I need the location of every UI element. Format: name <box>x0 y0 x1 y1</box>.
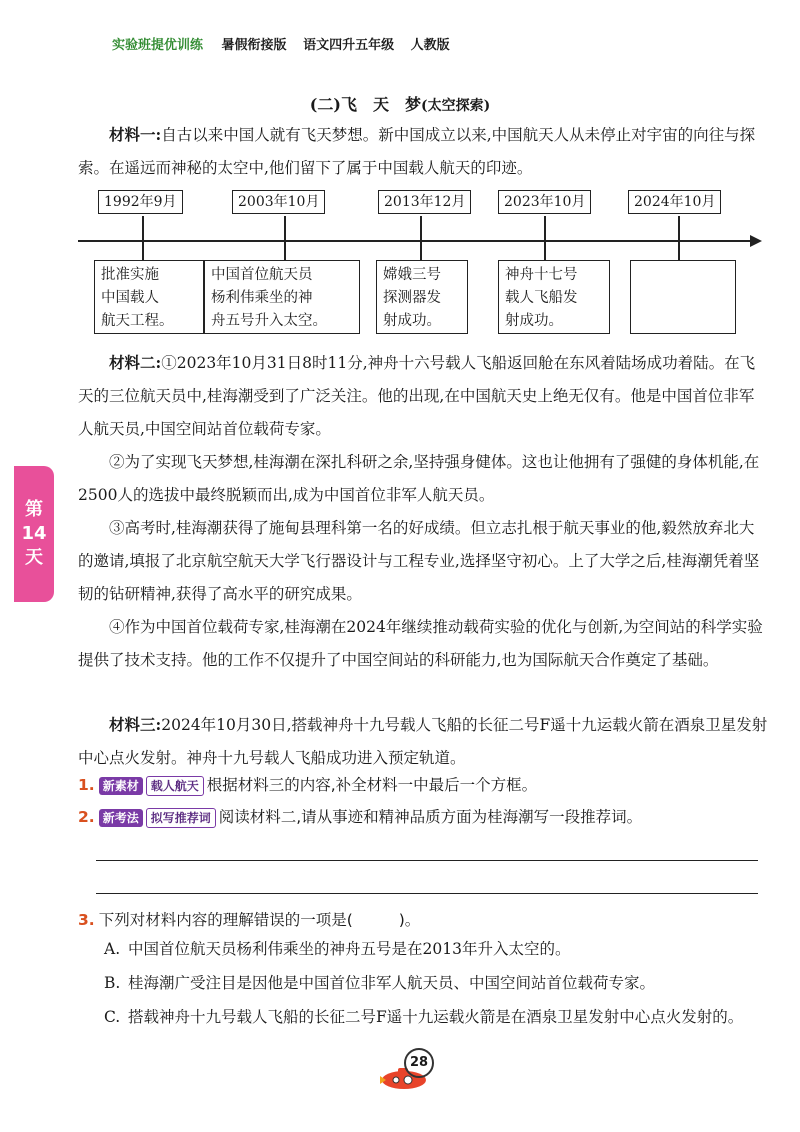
timeline-arrow-icon <box>750 235 762 247</box>
material-one-lead: 材料一: <box>109 125 162 144</box>
timeline-connector <box>142 216 144 260</box>
brand-label: 实验班提优训练 <box>112 38 204 53</box>
question-tag-new: 新素材 <box>99 777 143 795</box>
timeline-event: 嫦娥三号 探测器发 射成功。 <box>376 260 468 334</box>
material-three-text: 2024年10月30日,搭载神舟十九号载人飞船的长征二号F遥十九运载火箭在酒泉卫星发射中心点火发射。神舟十九号载人飞船成功进入预定轨道。 <box>78 716 768 767</box>
section-subtitle: (太空探索) <box>420 98 491 114</box>
question-tag-new: 新考法 <box>99 809 143 827</box>
question-number: 2. <box>78 808 95 826</box>
question-text: 根据材料三的内容,补全材料一中最后一个方框。 <box>206 776 538 794</box>
timeline-date: 2013年12月 <box>378 190 471 214</box>
option-text: 搭载神舟十九号载人飞船的长征二号F遥十九运载火箭是在酒泉卫星发射中心点火发射的。 <box>128 1008 744 1026</box>
question-tag-topic: 拟写推荐词 <box>146 808 216 828</box>
option-text: 中国首位航天员杨利伟乘坐的神舟五号是在2013年升入太空的。 <box>128 940 571 958</box>
question-number: 1. <box>78 776 95 794</box>
material-three <box>78 708 768 775</box>
option-label: A. <box>104 940 121 958</box>
option-text: 桂海潮广受注目是因他是中国首位非军人航天员、中国空间站首位载荷专家。 <box>128 974 656 992</box>
option-c[interactable] <box>104 1000 774 1034</box>
page-number: 28 <box>404 1048 434 1078</box>
material-two-p4: ④作为中国首位载荷专家,桂海潮在2024年继续推动载荷实验的优化与创新,为空间站的科学实验提供了技术支持。他的工作不仅提升了中国空间站的科研能力,也为国际航天合作奠定了基础。 <box>78 618 763 669</box>
question-3 <box>78 906 778 934</box>
question-1 <box>78 771 778 799</box>
timeline-event: 批准实施 中国载人 航天工程。 <box>94 260 204 334</box>
grade-label: 语文四升五年级 <box>303 38 395 53</box>
timeline-connector <box>544 216 546 260</box>
timeline-event: 中国首位航天员 杨利伟乘坐的神 舟五号升入太空。 <box>204 260 360 334</box>
side-tab-line2: 14 <box>21 523 47 544</box>
timeline-connector <box>284 216 286 260</box>
option-a[interactable] <box>104 932 774 966</box>
option-label: B. <box>104 974 121 992</box>
question-text: 下列对材料内容的理解错误的一项是( <box>98 911 353 929</box>
material-two-p2: ②为了实现飞天梦想,桂海潮在深扎科研之余,坚持强身健体。这也让他拥有了强健的身体机能,在2500人的选拔中最终脱颖而出,成为中国首位非军人航天员。 <box>78 453 760 504</box>
material-one <box>78 118 768 185</box>
timeline-event: 神舟十七号 载人飞船发 射成功。 <box>498 260 610 334</box>
timeline-axis <box>78 240 754 242</box>
timeline-date: 1992年9月 <box>98 190 183 214</box>
option-label: C. <box>104 1008 121 1026</box>
page-footer <box>370 1044 450 1104</box>
question-text: 阅读材料二,请从事迹和精神品质方面为桂海潮写一段推荐词。 <box>218 808 643 826</box>
timeline-connector <box>420 216 422 260</box>
material-two-p1: ①2023年10月31日8时11分,神舟十六号载人飞船返回舱在东风着陆场成功着陆。在飞天的三位航天员中,桂海潮受到了广泛关注。他的出现,在中国航天史上绝无仅有。他是中国首位非军人航天员,中国空间站首位载荷专家。 <box>78 354 756 438</box>
edition-label: 暑假衔接版 <box>221 38 287 53</box>
timeline-date: 2003年10月 <box>232 190 325 214</box>
section-title <box>0 92 800 115</box>
option-list <box>104 932 774 1034</box>
material-two <box>78 346 768 677</box>
material-three-lead: 材料三: <box>109 715 162 734</box>
timeline-date: 2023年10月 <box>498 190 591 214</box>
timeline-date: 2024年10月 <box>628 190 721 214</box>
page-header <box>112 34 462 53</box>
timeline-blank-box[interactable] <box>630 260 736 334</box>
material-two-lead: 材料二: <box>109 353 162 372</box>
side-tab-line1: 第 <box>25 499 43 520</box>
option-b[interactable] <box>104 966 774 1000</box>
question-text-end: )。 <box>398 911 421 929</box>
material-one-text: 自古以来中国人就有飞天梦想。新中国成立以来,中国航天人从未停止对宇宙的向往与探索。在遥远而神秘的太空中,他们留下了属于中国载人航天的印迹。 <box>78 126 756 177</box>
question-number: 3. <box>78 911 95 929</box>
section-title-text: (二)飞 天 梦 <box>309 95 421 114</box>
answer-line[interactable] <box>96 893 758 894</box>
timeline <box>78 186 768 346</box>
publisher-label: 人教版 <box>410 38 450 53</box>
side-tab-line3: 天 <box>25 547 43 568</box>
answer-line[interactable] <box>96 860 758 861</box>
day-side-tab <box>14 466 54 602</box>
timeline-connector <box>678 216 680 260</box>
question-2 <box>78 803 778 831</box>
question-tag-topic: 载人航天 <box>146 776 204 796</box>
material-two-p3: ③高考时,桂海潮获得了施甸县理科第一名的好成绩。但立志扎根于航天事业的他,毅然放弃北大的邀请,填报了北京航空航天大学飞行器设计与工程专业,选择坚守初心。上了大学之后,桂海潮凭着坚韧的钻研精神,获得了高水平的研究成果。 <box>78 519 760 603</box>
